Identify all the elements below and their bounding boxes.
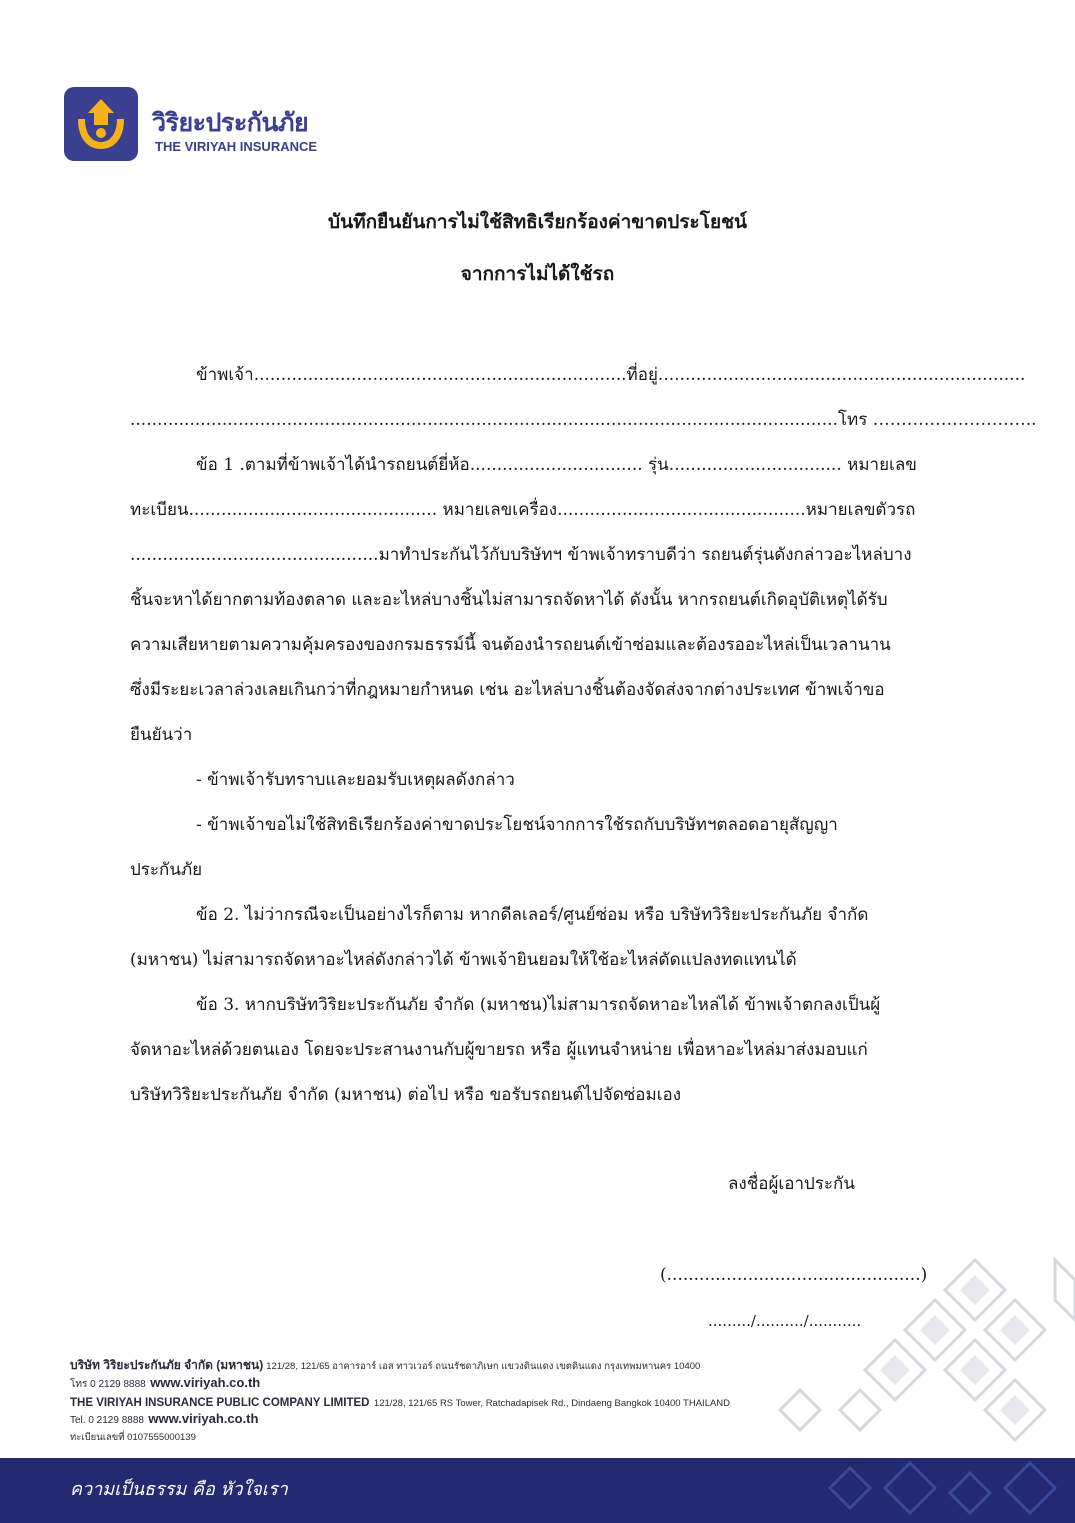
document-title: บันทึกยืนยันการไม่ใช้สิทธิเรียกร้องค่าขาดประโยชน์: [328, 211, 747, 233]
body-line: (มหาชน) ไม่สามารถจัดหาอะไหล่ดังกล่าวได้ ข้าพเจ้ายินยอมให้ใช้อะไหล่ดัดแปลงทดแทนได้: [130, 950, 797, 970]
band-pattern-icon: [820, 1458, 1075, 1523]
body-line: ยืนยันว่า: [130, 725, 193, 745]
footer-website-english[interactable]: www.viriyah.co.th: [148, 1411, 259, 1426]
footer-website-thai[interactable]: www.viriyah.co.th: [150, 1375, 261, 1390]
footer-address-thai-text: 121/28, 121/65 อาคารอาร์ เอส ทาวเวอร์ ถนนรัชดาภิเษก แขวงดินแดง เขตดินแดง กรุงเทพมหานคร 10400: [266, 1361, 701, 1372]
body-line: ชิ้นจะหาได้ยากตามท้องตลาด และอะไหล่บางชิ้นไม่สามารถจัดหาได้ ดังนั้น หากรถยนต์เกิดอุบัติเหตุได้รับ: [130, 590, 888, 610]
body-line: ความเสียหายตามความคุ้มครองของกรมธรรม์นี้ จนต้องนำรถยนต์เข้าซ่อมและต้องรออะไหล่เป็นเวลานาน: [130, 635, 891, 655]
body-line: บริษัทวิริยะประกันภัย จำกัด (มหาชน) ต่อไป หรือ ขอรับรถยนต์ไปจัดซ่อมเอง: [130, 1085, 682, 1105]
signature-line: (...............................................): [660, 1265, 928, 1285]
footer-phone-thai-text: โทร 0 2129 8888: [70, 1379, 146, 1390]
brand-name-english: THE VIRIYAH INSURANCE: [155, 139, 318, 154]
body-line: ข้อ 1 .ตามที่ข้าพเจ้าได้นำรถยนต์ยี่ห้อ................................ รุ่น................................ หมายเลข: [196, 455, 917, 475]
date-line: ........./........../...........: [708, 1312, 862, 1330]
footer-registration: ทะเบียนเลขที่ 0107555000139: [70, 1432, 196, 1443]
footer-slogan: ความเป็นธรรม คือ หัวใจเรา: [70, 1479, 288, 1500]
decorative-pattern-icon: [760, 1240, 1075, 1458]
body-line: จัดหาอะไหล่ด้วยตนเอง โดยจะประสานงานกับผู้ขายรถ หรือ ผู้แทนจำหน่าย เพื่อหาอะไหล่มาส่งมอบแก่: [130, 1040, 868, 1060]
footer-company-thai: บริษัท วิริยะประกันภัย จำกัด (มหาชน): [70, 1358, 264, 1372]
body-line: ...................................................................................................................................โทร ………………………..: [130, 410, 1037, 430]
body-line: ข้อ 2. ไม่ว่ากรณีจะเป็นอย่างไรก็ตาม หากดีลเลอร์/ศูนย์ซ่อม หรือ บริษัทวิริยะประกันภัย จำกัด: [196, 905, 869, 925]
footer-address-thai: [70, 1356, 700, 1375]
signature-label: ลงชื่อผู้เอาประกัน: [728, 1174, 855, 1194]
footer-address-english-text: 121/28, 121/65 RS Tower, Ratchadapisek Rd., Dindaeng Bangkok 10400 THAILAND: [373, 1398, 731, 1409]
viriyah-logo-icon: [64, 87, 138, 161]
body-line: ข้าพเจ้า.....................................................................ที่อยู่....................................................................: [196, 365, 1026, 385]
body-line: ประกันภัย: [130, 860, 203, 880]
footer-phone-english-text: Tel. 0 2129 8888: [70, 1415, 144, 1426]
company-logo: [64, 87, 138, 161]
footer-phone-english: [70, 1410, 258, 1428]
body-line: - ข้าพเจ้าขอไม่ใช้สิทธิเรียกร้องค่าขาดประโยชน์จากการใช้รถกับบริษัทฯตลอดอายุสัญญา: [196, 815, 838, 835]
footer-address-english: [70, 1393, 730, 1411]
body-line: - ข้าพเจ้ารับทราบและยอมรับเหตุผลดังกล่าว: [196, 770, 515, 790]
body-line: ..............................................มาทำประกันไว้กับบริษัทฯ ข้าพเจ้าทราบดีว่า รถยนต์รุ่นดังกล่าวอะไหล่บาง: [130, 545, 912, 565]
document-subtitle: จากการไม่ได้ใช้รถ: [460, 263, 615, 285]
body-line: ซึ่งมีระยะเวลาล่วงเลยเกินกว่าที่กฎหมายกำหนด เช่น อะไหล่บางชิ้นต้องจัดส่งจากต่างประเทศ ข้าพเจ้าขอ: [130, 680, 885, 700]
body-line: ทะเบียน.............................................. หมายเลขเครื่อง..............................................หมายเลขตัวรถ: [130, 500, 916, 520]
footer-company-english: THE VIRIYAH INSURANCE PUBLIC COMPANY LIMITED: [70, 1397, 370, 1409]
brand-name-thai: วิริยะประกันภัย: [152, 108, 309, 137]
footer-phone-thai: [70, 1374, 260, 1392]
body-line: ข้อ 3. หากบริษัทวิริยะประกันภัย จำกัด (มหาชน)ไม่สามารถจัดหาอะไหล่ได้ ข้าพเจ้าตกลงเป็นผู้: [196, 995, 881, 1015]
